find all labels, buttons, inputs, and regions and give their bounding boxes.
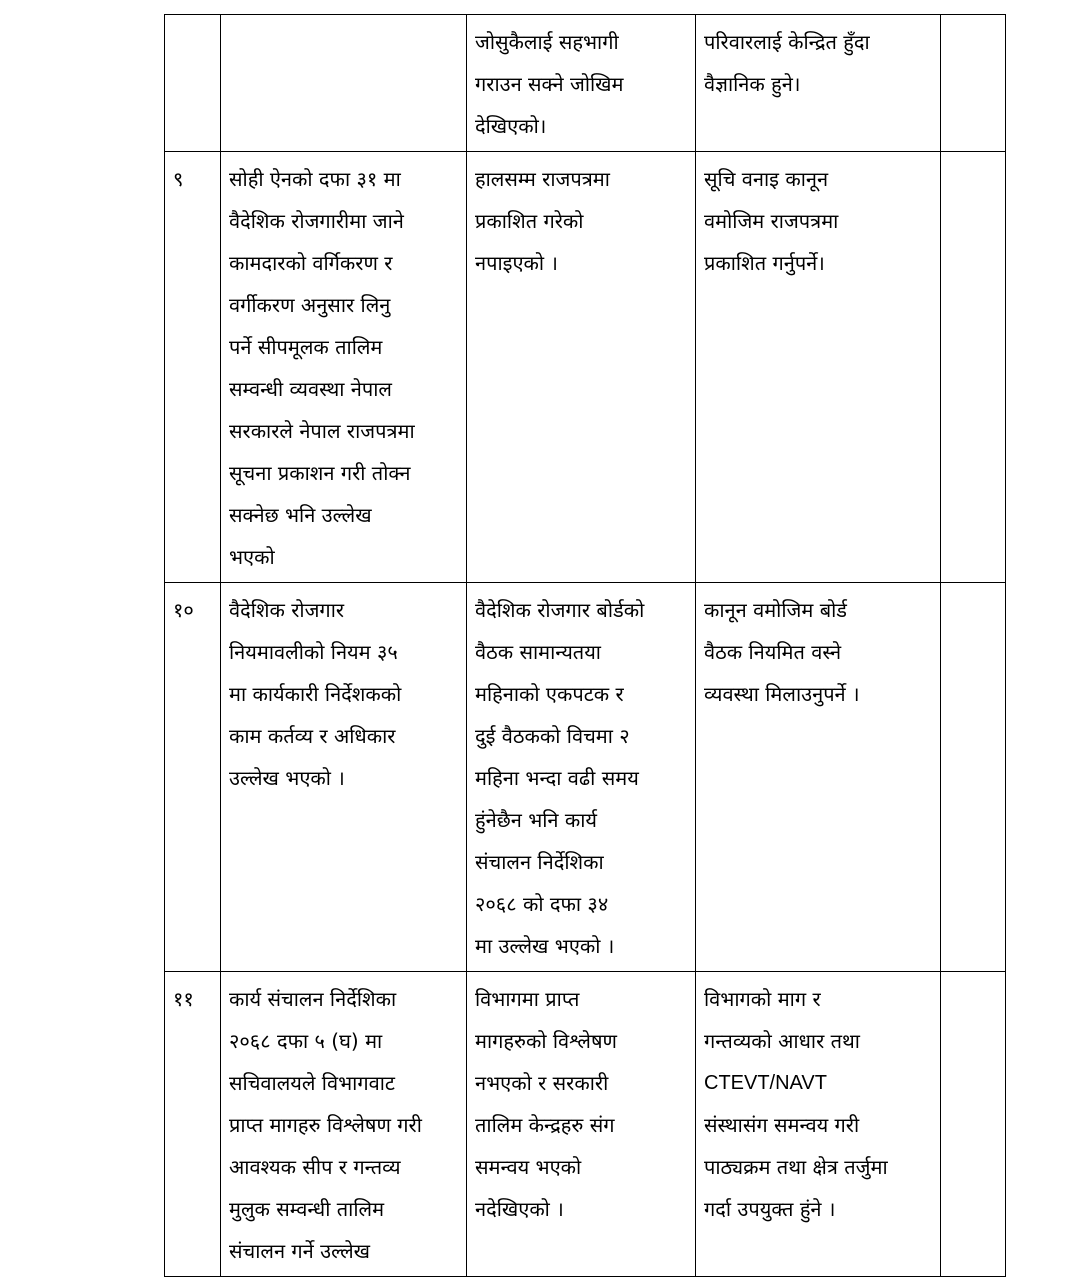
recommendation-cell: सूचि वनाइ कानून वमोजिम राजपत्रमा प्रकाशित गर्नुपर्ने। xyxy=(696,152,941,583)
table-row xyxy=(165,15,1006,152)
serial-number-cell: १० xyxy=(165,583,221,972)
recommendation-cell: परिवारलाई केन्द्रित हुँदा वैज्ञानिक हुने। xyxy=(696,15,941,152)
finding-cell: हालसम्म राजपत्रमा प्रकाशित गरेको नपाइएको । xyxy=(467,152,696,583)
serial-number-cell: ९ xyxy=(165,152,221,583)
serial-number-cell: ११ xyxy=(165,972,221,1277)
table-row xyxy=(165,152,1006,583)
provision-cell xyxy=(221,15,467,152)
table-row xyxy=(165,972,1006,1277)
findings-table xyxy=(164,14,1006,1277)
remark-cell xyxy=(941,152,1006,583)
remark-cell xyxy=(941,583,1006,972)
provision-cell: वैदेशिक रोजगार नियमावलीको नियम ३५ मा कार्यकारी निर्देशकको काम कर्तव्य र अधिकार उल्लेख भएको । xyxy=(221,583,467,972)
finding-cell: जोसुकैलाई सहभागी गराउन सक्ने जोखिम देखिएको। xyxy=(467,15,696,152)
finding-cell: विभागमा प्राप्त मागहरुको विश्लेषण नभएको र सरकारी तालिम केन्द्रहरु संग समन्वय भएको नदेखिएको । xyxy=(467,972,696,1277)
finding-cell: वैदेशिक रोजगार बोर्डको वैठक सामान्यतया महिनाको एकपटक र दुई वैठकको विचमा २ महिना भन्दा वढी समय हुंनेछैन भनि कार्य संचालन निर्देशिका २०६८ को दफा ३४ मा उल्लेख भएको । xyxy=(467,583,696,972)
serial-number-cell xyxy=(165,15,221,152)
recommendation-latin-text: CTEVT/NAVT xyxy=(704,1072,827,1094)
table-row xyxy=(165,583,1006,972)
recommendation-cell: कानून वमोजिम बोर्ड वैठक नियमित वस्ने व्यवस्था मिलाउनुपर्ने । xyxy=(696,583,941,972)
recommendation-cell xyxy=(696,972,941,1277)
remark-cell xyxy=(941,972,1006,1277)
recommendation-line: विभागको माग र xyxy=(704,987,821,1011)
recommendation-line: संस्थासंग समन्वय गरी पाठ्यक्रम तथा क्षेत्र तर्जुमा गर्दा उपयुक्त हुंने । xyxy=(704,1113,888,1221)
recommendation-line: गन्तव्यको आधार तथा xyxy=(704,1029,860,1053)
remark-cell xyxy=(941,15,1006,152)
provision-cell: कार्य संचालन निर्देशिका २०६८ दफा ५ (घ) मा सचिवालयले विभागवाट प्राप्त मागहरु विश्लेषण गरी आवश्यक सीप र गन्तव्य मुलुक सम्वन्धी तालिम संचालन गर्ने उल्लेख xyxy=(221,972,467,1277)
provision-cell: सोही ऐनको दफा ३१ मा वैदेशिक रोजगारीमा जाने कामदारको वर्गिकरण र वर्गीकरण अनुसार लिनु पर्ने सीपमूलक तालिम सम्वन्धी व्यवस्था नेपाल सरकारले नेपाल राजपत्रमा सूचना प्रकाशन गरी तोक्न सक्नेछ भनि उल्लेख भएको xyxy=(221,152,467,583)
